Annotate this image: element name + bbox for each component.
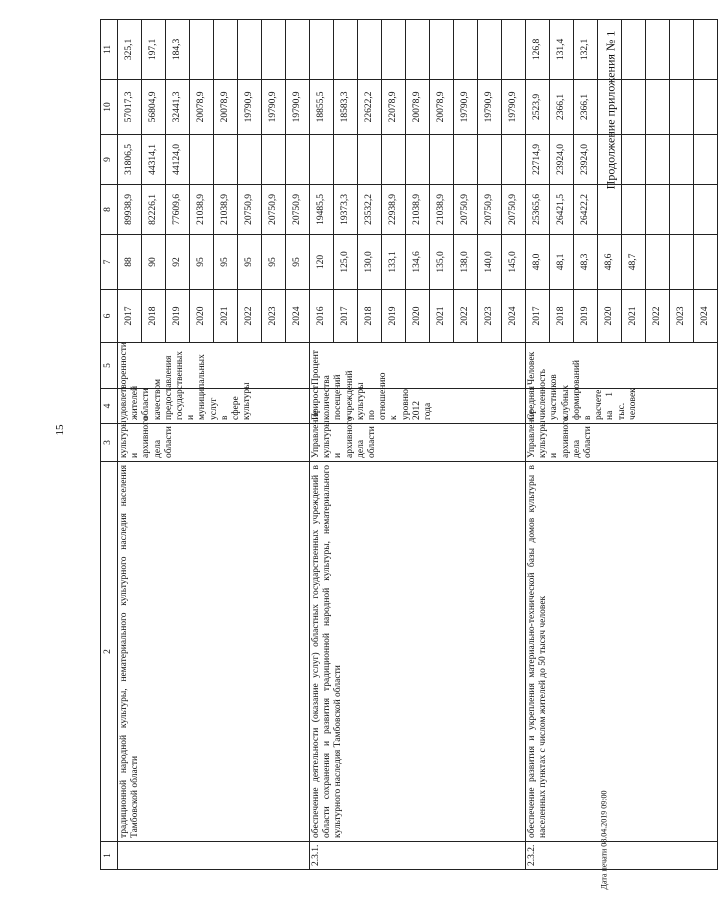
value-cell-c10 — [310, 19, 334, 79]
value-cell-c10 — [190, 19, 214, 79]
value-cell-c6: 92 — [166, 234, 190, 289]
value-cell-c9: 19790,9 — [286, 79, 310, 134]
value-cell-c6: 140,0 — [478, 234, 502, 289]
value-cell-c8: 23924,0 — [550, 134, 574, 184]
value-cell-c8: 23924,0 — [574, 134, 598, 184]
value-cell-c8 — [478, 134, 502, 184]
executor-cell: культуры и архивного дела области — [118, 423, 310, 461]
value-cell-c9 — [646, 79, 670, 134]
indicator-cell: удовлетворенности жителей области качеством предоставления государственных и муниципальных услуг в сфере культуры — [118, 388, 310, 423]
year-cell: 2024 — [502, 289, 526, 342]
value-cell-c6: 134,6 — [406, 234, 430, 289]
value-cell-c8 — [214, 134, 238, 184]
value-cell-c9: 20078,9 — [430, 79, 454, 134]
event-name-cell: обеспечение развития и укрепления материально-технической базы домов культуры в населенных пунктах с числом жителей до 50 тысяч человек — [526, 461, 718, 841]
item-code-cell: 2.3.1. — [310, 842, 526, 870]
value-cell-c6: 95 — [262, 234, 286, 289]
value-cell-c7: 82226,1 — [142, 184, 166, 234]
value-cell-c10 — [622, 19, 646, 79]
value-cell-c10: 184,3 — [166, 19, 190, 79]
value-cell-c10 — [382, 19, 406, 79]
value-cell-c9: 32441,3 — [166, 79, 190, 134]
value-cell-c7 — [694, 184, 718, 234]
year-cell: 2018 — [550, 289, 574, 342]
value-cell-c6: 130,0 — [358, 234, 382, 289]
value-cell-c8: 44314,1 — [142, 134, 166, 184]
value-cell-c9: 22078,9 — [382, 79, 406, 134]
value-cell-c9: 19790,9 — [478, 79, 502, 134]
value-cell-c8 — [286, 134, 310, 184]
value-cell-c7 — [598, 184, 622, 234]
value-cell-c9: 56804,9 — [142, 79, 166, 134]
value-cell-c7: 21038,9 — [190, 184, 214, 234]
year-cell: 2019 — [382, 289, 406, 342]
column-number-11: 11 — [101, 19, 118, 79]
column-number-8: 8 — [101, 184, 118, 234]
value-cell-c9: 19790,9 — [262, 79, 286, 134]
column-number-7: 7 — [101, 234, 118, 289]
column-number-4: 4 — [101, 388, 118, 423]
value-cell-c8 — [382, 134, 406, 184]
value-cell-c8 — [430, 134, 454, 184]
value-cell-c7: 21038,9 — [430, 184, 454, 234]
value-cell-c6: 48,7 — [622, 234, 646, 289]
value-cell-c10 — [694, 19, 718, 79]
value-cell-c9: 19790,9 — [238, 79, 262, 134]
value-cell-c8 — [262, 134, 286, 184]
value-cell-c9 — [598, 79, 622, 134]
value-cell-c10 — [406, 19, 430, 79]
year-cell: 2017 — [526, 289, 550, 342]
value-cell-c10: 132,1 — [574, 19, 598, 79]
program-table — [100, 19, 718, 870]
indicator-cell: Средняя численность участников клубных формирований в расчете на 1 тыс. человек — [526, 388, 718, 423]
value-cell-c9: 2523,9 — [526, 79, 550, 134]
value-cell-c7: 19373,3 — [334, 184, 358, 234]
value-cell-c6: 135,0 — [430, 234, 454, 289]
value-cell-c8: 22714,9 — [526, 134, 550, 184]
value-cell-c10 — [286, 19, 310, 79]
value-cell-c8 — [502, 134, 526, 184]
value-cell-c9: 20078,9 — [190, 79, 214, 134]
column-number-2: 2 — [101, 461, 118, 841]
value-cell-c10: 126,8 — [526, 19, 550, 79]
value-cell-c10 — [646, 19, 670, 79]
indicator-cell: Прирост количества посещений учреждений культуры по отношению к уровню 2012 года — [310, 388, 526, 423]
value-cell-c7: 25365,6 — [526, 184, 550, 234]
value-cell-c8 — [406, 134, 430, 184]
value-cell-c7: 20750,9 — [478, 184, 502, 234]
value-cell-c8 — [358, 134, 382, 184]
year-cell: 2024 — [694, 289, 718, 342]
value-cell-c10 — [238, 19, 262, 79]
value-cell-c6: 48,3 — [574, 234, 598, 289]
year-cell: 2020 — [598, 289, 622, 342]
year-cell: 2017 — [334, 289, 358, 342]
value-cell-c9 — [622, 79, 646, 134]
value-cell-c10: 197,1 — [142, 19, 166, 79]
value-cell-c10 — [358, 19, 382, 79]
value-cell-c10: 325,1 — [118, 19, 142, 79]
value-cell-c8 — [694, 134, 718, 184]
value-cell-c8 — [598, 134, 622, 184]
executor-cell: Управление культуры и архивного дела области — [310, 423, 526, 461]
value-cell-c9: 20078,9 — [406, 79, 430, 134]
event-name-cell: обеспечение деятельности (оказание услуг) областных государственных учреждений в области сохранения и развития традиционной народной культуры, нематериального культурного наследия Тамбовской области — [310, 461, 526, 841]
value-cell-c10 — [214, 19, 238, 79]
value-cell-c7 — [646, 184, 670, 234]
year-cell: 2019 — [166, 289, 190, 342]
value-cell-c7: 26422,2 — [574, 184, 598, 234]
column-number-5: 5 — [101, 342, 118, 388]
value-cell-c8: 31806,5 — [118, 134, 142, 184]
value-cell-c10 — [670, 19, 694, 79]
value-cell-c6: 138,0 — [454, 234, 478, 289]
year-cell: 2022 — [454, 289, 478, 342]
value-cell-c7: 20750,9 — [262, 184, 286, 234]
value-cell-c9 — [670, 79, 694, 134]
year-cell: 2021 — [214, 289, 238, 342]
value-cell-c8 — [238, 134, 262, 184]
value-cell-c6: 95 — [286, 234, 310, 289]
print-date: Дата печати 08.04.2019 09:00 — [599, 790, 609, 890]
value-cell-c8: 44124,0 — [166, 134, 190, 184]
value-cell-c7: 21038,9 — [406, 184, 430, 234]
value-cell-c10 — [502, 19, 526, 79]
value-cell-c9: 22622,2 — [358, 79, 382, 134]
year-cell: 2021 — [430, 289, 454, 342]
value-cell-c7: 26421,5 — [550, 184, 574, 234]
year-cell: 2021 — [622, 289, 646, 342]
value-cell-c6: 48,1 — [550, 234, 574, 289]
value-cell-c6: 95 — [238, 234, 262, 289]
year-cell: 2019 — [574, 289, 598, 342]
value-cell-c7 — [670, 184, 694, 234]
value-cell-c9: 18583,3 — [334, 79, 358, 134]
event-name-cell: традиционной народной культуры, нематериального культурного наследия населения Тамбовской области — [118, 461, 310, 841]
value-cell-c10 — [454, 19, 478, 79]
value-cell-c9: 20078,9 — [214, 79, 238, 134]
value-cell-c6: 48,0 — [526, 234, 550, 289]
value-cell-c8 — [334, 134, 358, 184]
table-row — [526, 19, 550, 869]
value-cell-c7: 20750,9 — [238, 184, 262, 234]
year-cell: 2017 — [118, 289, 142, 342]
value-cell-c6: 120 — [310, 234, 334, 289]
year-cell: 2023 — [262, 289, 286, 342]
value-cell-c9: 57017,3 — [118, 79, 142, 134]
header-row — [101, 19, 118, 869]
table-row — [310, 19, 334, 869]
item-code-cell: 2.3.2. — [526, 842, 718, 870]
value-cell-c6: 133,1 — [382, 234, 406, 289]
value-cell-c9 — [694, 79, 718, 134]
value-cell-c9: 19790,9 — [454, 79, 478, 134]
value-cell-c9: 2366,1 — [550, 79, 574, 134]
value-cell-c6: 88 — [118, 234, 142, 289]
year-cell: 2024 — [286, 289, 310, 342]
value-cell-c10 — [334, 19, 358, 79]
value-cell-c10 — [478, 19, 502, 79]
year-cell: 2022 — [646, 289, 670, 342]
value-cell-c7 — [622, 184, 646, 234]
unit-cell: Процент — [310, 342, 526, 388]
item-code-cell — [118, 842, 310, 870]
value-cell-c10: 131,4 — [550, 19, 574, 79]
value-cell-c6: 95 — [190, 234, 214, 289]
year-cell: 2018 — [358, 289, 382, 342]
year-cell: 2023 — [478, 289, 502, 342]
value-cell-c8 — [310, 134, 334, 184]
year-cell: 2020 — [190, 289, 214, 342]
year-cell: 2020 — [406, 289, 430, 342]
table-row — [118, 19, 142, 869]
value-cell-c6: 48,6 — [598, 234, 622, 289]
value-cell-c7: 19485,5 — [310, 184, 334, 234]
year-cell: 2023 — [670, 289, 694, 342]
value-cell-c7: 22938,9 — [382, 184, 406, 234]
column-number-9: 9 — [101, 134, 118, 184]
value-cell-c6: 125,0 — [334, 234, 358, 289]
continuation-label: Продолжение приложения № 1 — [603, 30, 618, 190]
year-cell: 2018 — [142, 289, 166, 342]
column-number-6: 6 — [101, 289, 118, 342]
value-cell-c9: 18855,5 — [310, 79, 334, 134]
unit-cell — [118, 342, 310, 388]
value-cell-c6 — [694, 234, 718, 289]
value-cell-c8 — [646, 134, 670, 184]
value-cell-c8 — [670, 134, 694, 184]
value-cell-c10 — [262, 19, 286, 79]
year-cell: 2016 — [310, 289, 334, 342]
value-cell-c7: 21038,9 — [214, 184, 238, 234]
value-cell-c7: 20750,9 — [454, 184, 478, 234]
value-cell-c10 — [430, 19, 454, 79]
value-cell-c7: 20750,9 — [286, 184, 310, 234]
value-cell-c8 — [622, 134, 646, 184]
value-cell-c8 — [190, 134, 214, 184]
value-cell-c6: 95 — [214, 234, 238, 289]
value-cell-c7: 20750,9 — [502, 184, 526, 234]
value-cell-c6 — [670, 234, 694, 289]
value-cell-c7: 77609,6 — [166, 184, 190, 234]
column-number-1: 1 — [101, 842, 118, 870]
column-number-10: 10 — [101, 79, 118, 134]
value-cell-c6 — [646, 234, 670, 289]
page-number: 15 — [54, 424, 66, 436]
value-cell-c9: 19790,9 — [502, 79, 526, 134]
value-cell-c6: 145,0 — [502, 234, 526, 289]
value-cell-c9: 2366,1 — [574, 79, 598, 134]
value-cell-c10 — [598, 19, 622, 79]
value-cell-c7: 23532,2 — [358, 184, 382, 234]
unit-cell: Человек — [526, 342, 718, 388]
value-cell-c6: 90 — [142, 234, 166, 289]
value-cell-c7: 89938,9 — [118, 184, 142, 234]
column-number-3: 3 — [101, 423, 118, 461]
value-cell-c8 — [454, 134, 478, 184]
executor-cell: Управление культуры и архивного дела области — [526, 423, 718, 461]
year-cell: 2022 — [238, 289, 262, 342]
